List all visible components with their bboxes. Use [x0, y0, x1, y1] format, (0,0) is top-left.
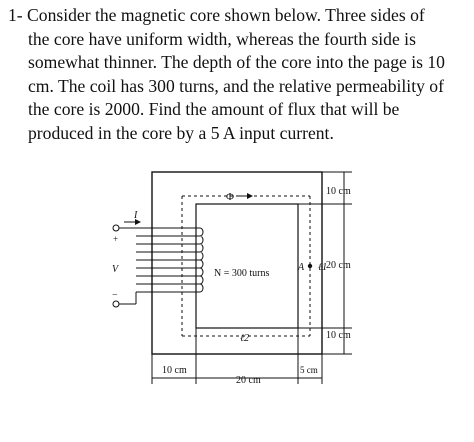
flux-label: Φ — [226, 191, 235, 203]
minus-sign: − — [112, 290, 118, 301]
dim-bottom-center: 20 cm — [236, 375, 261, 386]
core-inner-window — [196, 204, 298, 328]
dim-bottom-right: 5 cm — [300, 365, 318, 375]
problem-line-5: the core is 2000. Find the amount of flux that will be — [28, 99, 400, 120]
problem-line-3: somewhat thinner. The depth of the core into the page is 10 — [28, 52, 445, 73]
problem-line-4: cm. The coil has 300 turns, and the relative permeability of — [28, 75, 444, 96]
path-label-2: ℓ2 — [240, 333, 250, 344]
path-label-1: ℓ1 — [318, 262, 328, 273]
point-a-label: A — [298, 262, 305, 273]
dim-bottom-left: 10 cm — [162, 365, 187, 376]
problem-line-6: produced in the core by a 5 A input current. — [28, 122, 334, 143]
problem-line-1: 1- Consider the magnetic core shown below. Three sides of — [8, 5, 425, 25]
problem-line-2: the core have uniform width, whereas the fourth side is — [28, 28, 416, 49]
coil-windings — [136, 228, 203, 292]
turns-label: N = 300 turns — [214, 268, 270, 279]
dim-middle: 20 cm — [326, 260, 351, 271]
problem-statement — [8, 4, 470, 146]
dim-lower: 10 cm — [326, 330, 351, 341]
negative-terminal — [113, 301, 119, 307]
dim-top: 10 cm — [326, 186, 351, 197]
positive-terminal — [113, 225, 119, 231]
mean-flux-path — [182, 196, 310, 336]
magnetic-core-diagram — [0, 162, 474, 442]
current-label: I — [134, 210, 138, 221]
core-outer-outline — [152, 172, 322, 354]
plus-sign: + — [113, 234, 119, 244]
point-a-marker — [308, 264, 312, 268]
voltage-label: V — [112, 264, 119, 275]
coil-leads — [116, 228, 136, 304]
